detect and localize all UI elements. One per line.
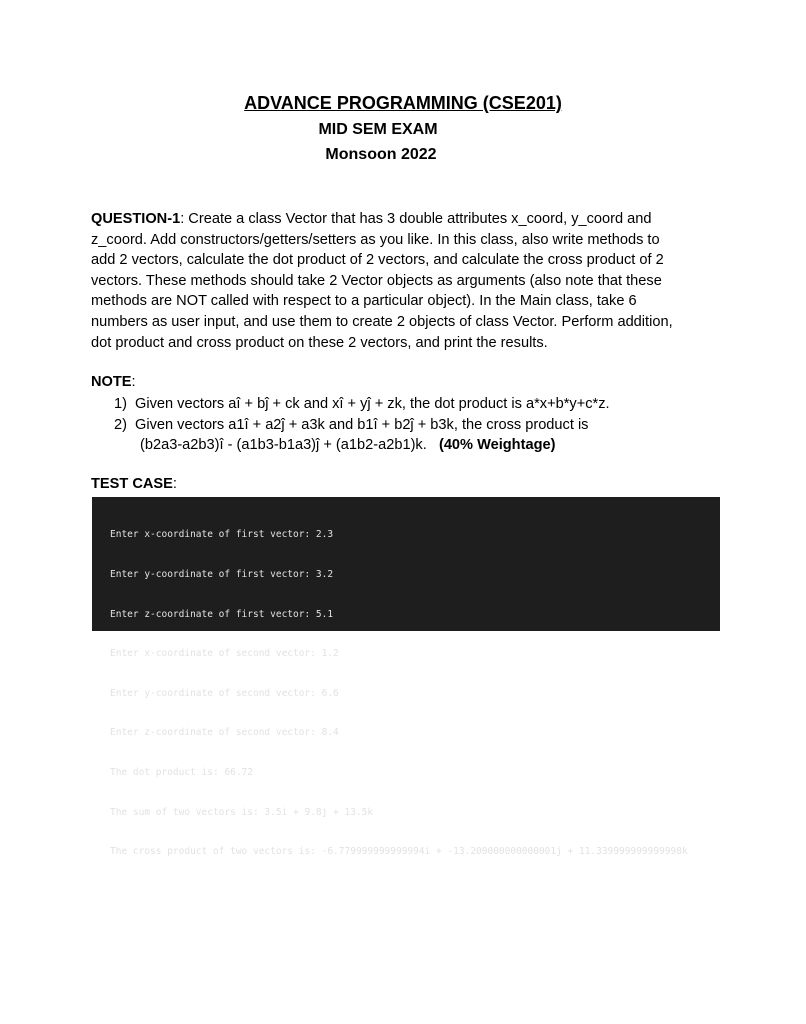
note-text: Given vectors aî + bĵ + ck and xî + yĵ + zk, the dot product is a*x+b*y+c*z. — [135, 396, 610, 412]
note-item-2-continuation — [114, 435, 714, 456]
note-heading — [91, 374, 136, 390]
weightage-label: (40% Weightage) — [438, 437, 556, 454]
console-line: The cross product of two vectors is: -6.779999999999994i + -13.200000000000001j + 11.339999999999998k — [110, 846, 688, 858]
question-label: QUESTION-1 — [91, 211, 181, 227]
note-text: Given vectors a1î + a2ĵ + a3k and b1î + b2ĵ + b3k, the cross product is — [135, 416, 589, 433]
question-text: : Create a class Vector that has 3 double attributes x_coord, y_coord and z_coord. Add constructors/getters/setters as you like. In this class, also write methods to add 2 vectors, calculate the dot product of 2 vectors, and calculate the cross product of 2 vectors. These methods should take 2 Vector objects as arguments (also note that these methods are NOT called with respect to a particular object). In the Main class, take 6 numbers as user input, and use them to create 2 objects of class Vector. Perform addition, dot product and cross product on these 2 vectors, and print the results. — [91, 211, 673, 351]
cross-product-formula: (b2a3-a2b3)î - (a1b3-b1a3)ĵ + (a1b2-a2b1)k. — [140, 437, 427, 454]
question-paragraph — [91, 209, 681, 353]
console-line: Enter z-coordinate of first vector: 5.1 — [110, 608, 334, 620]
note-item-1 — [114, 394, 714, 415]
session-subtitle: Monsoon 2022 — [325, 146, 437, 163]
test-case-label: TEST CASE — [91, 476, 173, 492]
console-line: Enter x-coordinate of second vector: 1.2 — [110, 648, 339, 660]
console-line: The dot product is: 66.72 — [110, 767, 253, 779]
console-output-screenshot — [92, 497, 720, 858]
note-colon: : — [131, 374, 136, 390]
console-line: Enter y-coordinate of second vector: 6.6 — [110, 687, 339, 699]
page-title: ADVANCE PROGRAMMING (CSE201) — [244, 93, 562, 113]
note-list — [114, 394, 714, 456]
note-number: 1) — [114, 396, 127, 412]
test-case-colon: : — [172, 476, 177, 492]
console-line: Enter y-coordinate of first vector: 3.2 — [110, 569, 334, 581]
console-line: Enter z-coordinate of second vector: 8.4 — [110, 727, 339, 739]
note-item-2 — [114, 415, 714, 436]
note-number: 2) — [114, 416, 127, 433]
console-line: The sum of two vectors is: 3.5i + 9.8j + 13.5k — [110, 806, 374, 818]
console-line: Enter x-coordinate of first vector: 2.3 — [110, 529, 334, 541]
test-case-heading — [91, 476, 177, 492]
exam-subtitle: MID SEM EXAM — [318, 121, 438, 138]
note-label: NOTE — [91, 374, 132, 390]
console-lines — [110, 502, 688, 885]
